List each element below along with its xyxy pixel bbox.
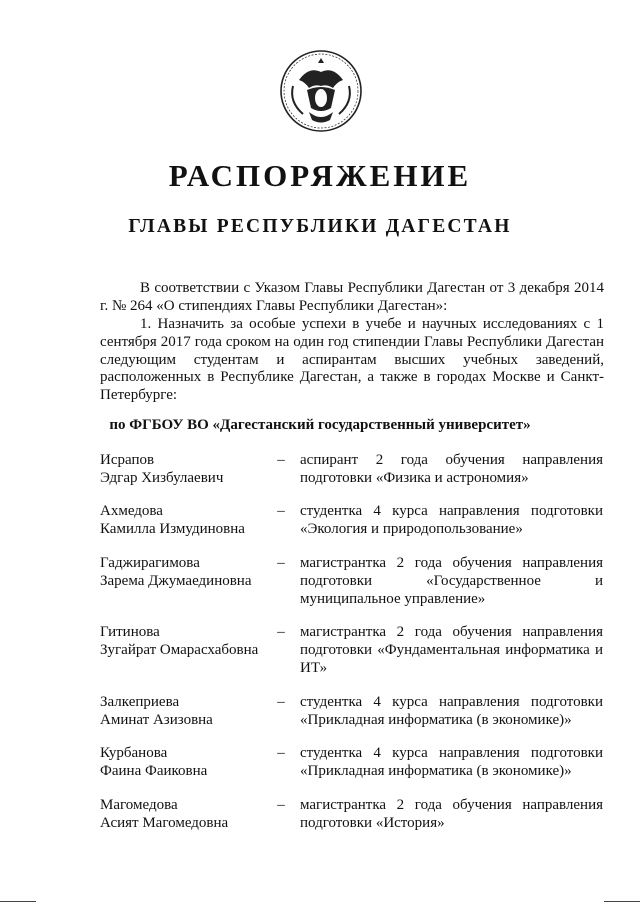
student-surname: Магомедова (100, 797, 178, 813)
dash-separator: – (277, 452, 285, 468)
student-description: студентка 4 курса направления подготовки «Экология и природопользование» (300, 503, 603, 537)
student-description: студентка 4 курса направления подготовки «Прикладная информатика (в экономике)» (300, 745, 603, 779)
dash-separator: – (277, 694, 285, 710)
student-description: магистрантка 2 года обучения направления подготовки «Фундаментальная информатика и ИТ» (300, 624, 603, 676)
coat-of-arms-emblem (279, 46, 363, 136)
item-1-paragraph (100, 316, 604, 405)
dash-separator: – (277, 624, 285, 640)
student-description: студентка 4 курса направления подготовки «Прикладная информатика (в экономике)» (300, 694, 603, 728)
student-name (100, 745, 270, 781)
student-given-name: Зарема Джумаединовна (100, 572, 252, 589)
student-surname: Ахмедова (100, 503, 163, 519)
intro-text: В соответствии с Указом Главы Республики Дагестан от 3 декабря 2014 г. № 264 «О стипендиях Главы Республики Дагестан»: (100, 280, 604, 314)
student-surname: Курбанова (100, 745, 168, 761)
student-surname: Гаджирагимова (100, 555, 200, 571)
student-surname: Исрапов (100, 452, 155, 468)
student-name (100, 797, 270, 833)
document-subtitle: ГЛАВЫ РЕСПУБЛИКИ ДАГЕСТАН (128, 216, 512, 237)
dash-separator: – (277, 555, 285, 571)
student-given-name: Зугайрат Омарасхабовна (100, 641, 259, 658)
student-description: магистрантка 2 года обучения направления подготовки «История» (300, 797, 603, 831)
student-description: аспирант 2 года обучения направления подготовки «Физика и астрономия» (300, 452, 603, 486)
student-name (100, 503, 270, 539)
student-name (100, 452, 270, 488)
page-edge-line (0, 901, 36, 902)
dash-separator: – (277, 745, 285, 761)
student-given-name: Фаина Фаиковна (100, 762, 208, 779)
page-edge-line (604, 901, 640, 902)
student-name (100, 555, 270, 591)
student-name (100, 624, 270, 660)
dash-separator: – (277, 503, 285, 519)
student-name (100, 694, 270, 730)
intro-paragraph (100, 280, 604, 316)
student-given-name: Асият Магомедовна (100, 814, 229, 831)
student-given-name: Эдгар Хизбулаевич (100, 469, 224, 486)
dash-separator: – (277, 797, 285, 813)
student-surname: Гитинова (100, 624, 160, 640)
university-heading: по ФГБОУ ВО «Дагестанский государственный университет» (109, 417, 531, 433)
item-1-text: 1. Назначить за особые успехи в учебе и научных исследованиях с 1 сентября 2017 года сроком на один год стипендии Главы Республики Дагестан следующим студентам и аспирантам высших учебных заведений, расположенных в Республике Дагестан, а также в городах Москве и Санкт-Петербурге: (100, 316, 604, 404)
student-surname: Залкеприева (100, 694, 180, 710)
student-description: магистрантка 2 года обучения направления подготовки «Государственное и муниципальное управление» (300, 555, 603, 607)
document-title: РАСПОРЯЖЕНИЕ (168, 158, 472, 193)
student-given-name: Аминат Азизовна (100, 711, 213, 728)
student-given-name: Камилла Измудиновна (100, 520, 245, 537)
